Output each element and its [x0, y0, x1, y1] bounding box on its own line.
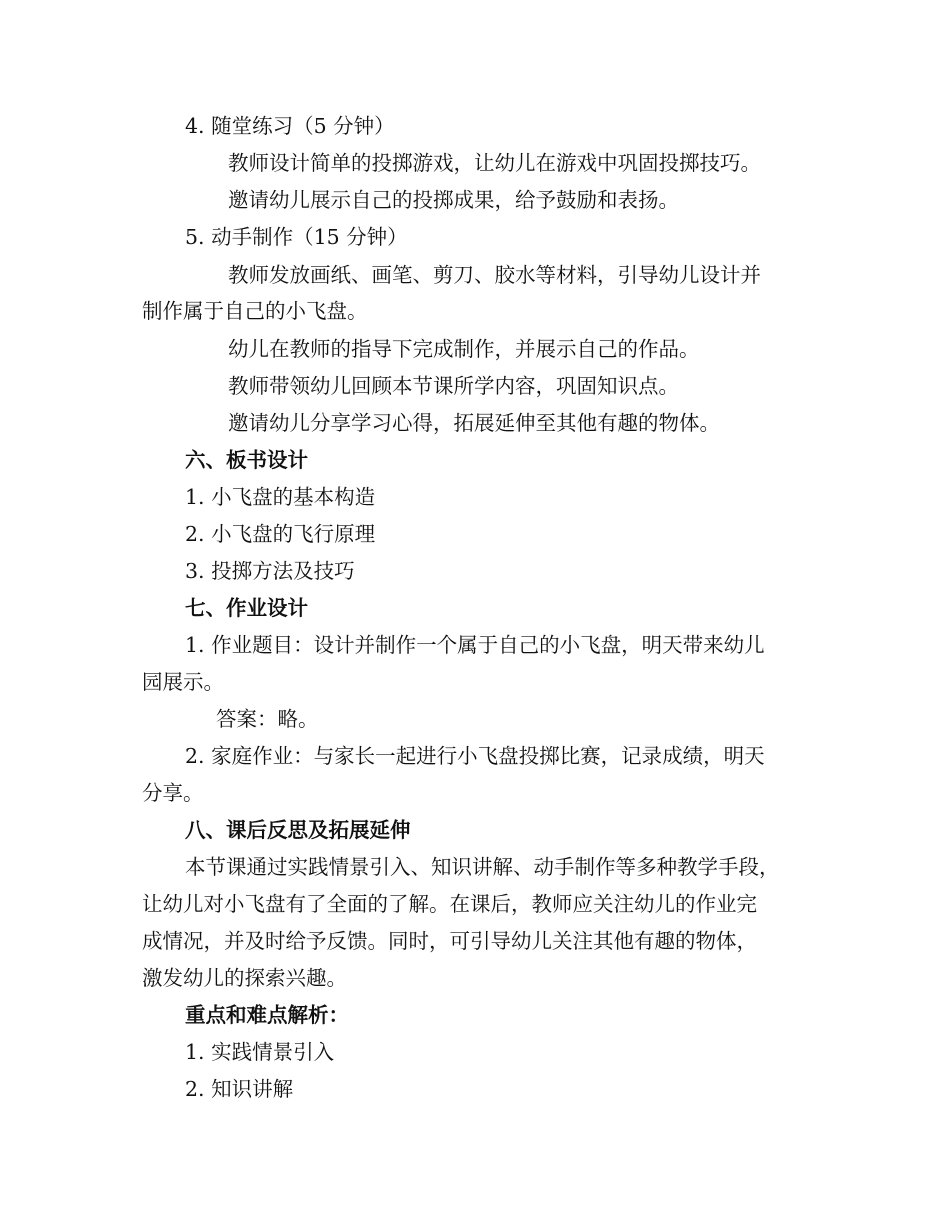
paragraph-line: 本节课通过实践情景引入、知识讲解、动手制作等多种教学手段， [185, 855, 780, 879]
list-item-practice: 4. 随堂练习（5 分钟） [185, 114, 395, 138]
paragraph-line: 园展示。 [142, 670, 224, 694]
list-item: 1. 小飞盘的基本构造 [185, 485, 376, 509]
section-heading-homework: 七、作业设计 [185, 596, 308, 620]
section-heading-key-points: 重点和难点解析： [185, 1003, 349, 1027]
list-item: 2. 知识讲解 [185, 1077, 294, 1101]
paragraph-line: 激发幼儿的探索兴趣。 [142, 966, 347, 990]
paragraph-line: 制作属于自己的小飞盘。 [142, 299, 368, 323]
paragraph-line: 教师设计简单的投掷游戏，让幼儿在游戏中巩固投掷技巧。 [228, 151, 761, 175]
list-item: 2. 家庭作业：与家长一起进行小飞盘投掷比赛，记录成绩，明天 [185, 744, 765, 768]
list-item: 1. 实践情景引入 [185, 1040, 335, 1064]
paragraph-line: 教师发放画纸、画笔、剪刀、胶水等材料，引导幼儿设计并 [228, 263, 761, 287]
section-heading-reflection: 八、课后反思及拓展延伸 [185, 818, 411, 842]
paragraph-line: 幼儿在教师的指导下完成制作，并展示自己的作品。 [228, 337, 700, 361]
paragraph-line: 分享。 [142, 781, 204, 805]
list-item-handcraft: 5. 动手制作（15 分钟） [185, 225, 408, 249]
list-item: 1. 作业题目：设计并制作一个属于自己的小飞盘，明天带来幼儿 [185, 633, 765, 657]
paragraph-line: 成情况，并及时给予反馈。同时，可引导幼儿关注其他有趣的物体， [142, 929, 757, 953]
list-item: 3. 投掷方法及技巧 [185, 559, 355, 583]
list-item: 2. 小飞盘的飞行原理 [185, 522, 376, 546]
paragraph-line: 邀请幼儿分享学习心得，拓展延伸至其他有趣的物体。 [228, 411, 720, 435]
paragraph-line: 教师带领幼儿回顾本节课所学内容，巩固知识点。 [228, 374, 679, 398]
section-heading-board-design: 六、板书设计 [185, 448, 308, 472]
answer-line: 答案：略。 [216, 707, 319, 731]
paragraph-line: 让幼儿对小飞盘有了全面的了解。在课后，教师应关注幼儿的作业完 [142, 892, 757, 916]
paragraph-line: 邀请幼儿展示自己的投掷成果，给予鼓励和表扬。 [228, 188, 679, 212]
